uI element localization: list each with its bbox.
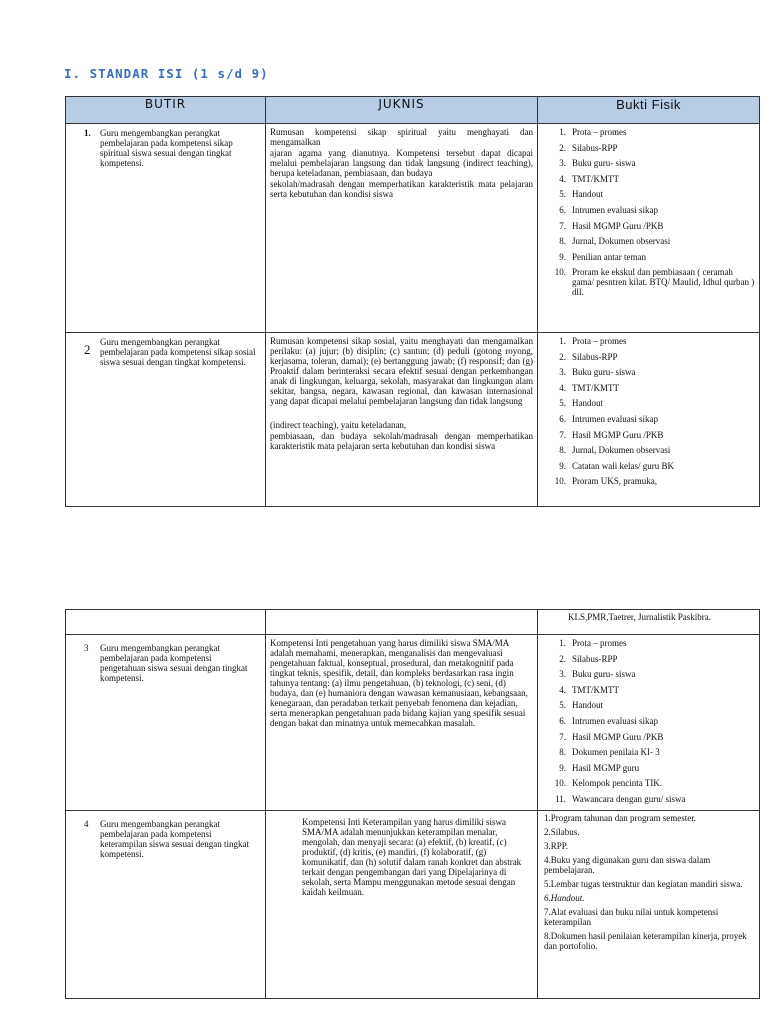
bukti-item-number: 9 . (546, 763, 566, 773)
juknis-cell (266, 333, 538, 507)
bukti-item-text: Jurnal, Dokumen observasi (572, 445, 671, 456)
bukti-item (554, 267, 755, 298)
juknis-cell (266, 124, 538, 333)
bukti-item-number: 3 . (546, 669, 566, 679)
bukti-item-number: 10 . (546, 267, 566, 277)
bukti-item (560, 336, 755, 346)
butir-text: Guru mengembangkan perangkat pembelajaran pada kompetensi pengetahuan siswa sesuai dengan tingkat kompetensi. (100, 643, 248, 683)
empty-cell (66, 610, 266, 635)
bukti-item-number: 9 . (546, 461, 566, 471)
butir-text: Guru mengembangkan perangkat pembelajaran pada kompetensi keterampilan siswa sesuai dengan tingkat kompetensi. (100, 818, 249, 859)
bukti-item-text: Hasil MGMP Guru /PKB (572, 429, 664, 440)
bukti-item: 1.Program tahunan dan program semester. (544, 812, 696, 823)
bukti-item-number: 3 . (546, 367, 566, 377)
bukti-continued-cell (538, 610, 760, 635)
juknis-paragraph: sekolah/madrasah dengan memperhatikan karakteristik mata pelajaran serta kebutuhan dan kondisi siswa (270, 179, 533, 199)
bukti-item (560, 205, 755, 215)
juknis-cell (266, 635, 538, 811)
bukti-item-text: Hasil MGMP guru (572, 762, 640, 773)
juknis-paragraph: (indirect teaching), yaitu keteladanan, (270, 420, 407, 430)
row-number: 2 (84, 342, 91, 357)
butir-text: Guru mengembangkan perangkat pembelajaran pada kompetensi sikap sosial siswa sesuai dengan tingkat kompetensi. (100, 337, 256, 367)
bukti-item-number: 5 . (546, 700, 566, 710)
bukti-item-number: 6 . (546, 205, 566, 215)
bukti-item-number: 1 . (546, 638, 566, 648)
bukti-item (560, 700, 755, 710)
bukti-item-number: 9 . (546, 252, 566, 262)
bukti-item: 6.Handout. (544, 892, 585, 903)
bukti-item-text: Intrumen evaluasi sikap (572, 204, 658, 215)
bukti-continued-text: KLS,PMR,Taetrer, Jurnalistik Paskibra. (568, 612, 711, 622)
bukti-item (560, 127, 755, 137)
bukti-item (560, 221, 755, 231)
bukti-item (560, 732, 755, 742)
table-row (66, 124, 760, 333)
bukti-item (560, 685, 755, 695)
header-juknis: JUKNIS (266, 97, 538, 124)
bukti-item-number: 2 . (546, 352, 566, 362)
bukti-item-text: TMT/KMTT (572, 684, 619, 695)
bukti-item-number: 8 . (546, 747, 566, 757)
bukti-list (538, 124, 759, 297)
bukti-item-number: 4 . (546, 685, 566, 695)
bukti-cell (538, 810, 760, 998)
bukti-item: 7.Alat evaluasi dan buku nilai untuk kompetensi keterampilan (544, 906, 719, 927)
bukti-item (560, 352, 755, 362)
bukti-item-text: Kelompok pencinta TIK. (572, 778, 663, 789)
bukti-item-text: Jurnal, Dokumen observasi (572, 236, 671, 247)
bukti-item-text: Buku guru- siswa (572, 669, 636, 680)
bukti-item-text: Handout (572, 398, 603, 409)
butir-cell (66, 333, 266, 507)
bukti-item (560, 654, 755, 664)
bukti-item-number: 6 . (546, 716, 566, 726)
bukti-item-number: 4 . (546, 383, 566, 393)
header-butir: BUTIR (66, 97, 266, 124)
section-title: I. STANDAR ISI (1 s/d 9) (64, 66, 269, 81)
bukti-item-text: Intrumen evaluasi sikap (572, 715, 658, 726)
bukti-item-text: TMT/KMTT (572, 382, 619, 393)
row-number: 4 (84, 818, 89, 829)
row-number: 1. (84, 128, 91, 138)
juknis-paragraph: Kompetensi Inti Keterampilan yang harus dimiliki siswa SMA/MA adalah menunjukkan keterampilan menalar, mengolah, dan menyaji secara: (a) efektif, (b) kreatif, (c) produktif, (d) kritis, (e) mandiri, (f) kolaboratif, (g) komunikatif, dan (h) solutif dalam ranah konkret dan abstrak terkait dengan pengembangan dari yang Dipelajarinya di sekolah, serta Mampu menggunakan metode sesuai dengan kaidah keilmuan. (302, 816, 522, 897)
bukti-item (560, 716, 755, 726)
bukti-item-number: 10 . (546, 778, 566, 788)
table-row (66, 333, 760, 507)
bukti-item (560, 367, 755, 377)
juknis-paragraph: ajaran agama yang dianutnya. Kompetensi tersebut dapat dicapai melalui pembelajaran langsung dan tidak langsung (indirect teaching), berupa keteladanan, pembiasaan, dan budaya (270, 148, 533, 178)
bukti-item-text: Dokumen penilaia KI- 3 (572, 747, 660, 758)
bukti-item (560, 430, 755, 440)
butir-text: Guru mengembangkan perangkat pembelajaran pada kompetensi sikap spiritual siswa sesuai dengan tingkat kompetensi. (100, 128, 233, 168)
bukti-list (538, 811, 759, 951)
bukti-item-text: Buku guru- siswa (572, 367, 636, 378)
bukti-item-text: Proram ke ekskul dan pembiasaan ( ceramah gama/ pesntren kilat. BTQ/ Maulid, Idhul qurban ) dll. (572, 267, 755, 298)
butir-cell (66, 635, 266, 811)
bukti-item-text: Intrumen evaluasi sikap (572, 413, 658, 424)
bukti-item (560, 638, 755, 648)
bukti-item-text: Prota – promes (572, 336, 627, 346)
bukti-item (560, 445, 755, 455)
bukti-item (560, 236, 755, 246)
bukti-item-text: Wawancara dengan guru/ siswa (572, 793, 686, 804)
bukti-cell (538, 333, 760, 507)
table-row (66, 810, 760, 998)
empty-cell (266, 610, 538, 635)
bukti-item-text: Penilian antar teman (572, 251, 646, 262)
bukti-item (560, 747, 755, 757)
row-number: 3 (84, 643, 89, 653)
juknis-paragraph: Rumusan kompetensi sikap spiritual yaitu menghayati dan mengamalkan (270, 127, 533, 147)
bukti-item-text: TMT/KMTT (572, 173, 619, 184)
bukti-item-number: 7 . (546, 732, 566, 742)
bukti-item-text: Silabus-RPP (572, 351, 618, 362)
bukti-item (560, 252, 755, 262)
bukti-item-number: 11 . (546, 794, 566, 804)
bukti-item (560, 669, 755, 679)
bukti-item (560, 763, 755, 773)
bukti-item (560, 414, 755, 424)
table-row (66, 610, 760, 635)
bukti-item-number: 7 . (546, 430, 566, 440)
bukti-item-number: 8 . (546, 236, 566, 246)
bukti-item-number: 1 . (546, 336, 566, 346)
table-row (66, 635, 760, 811)
bukti-item-text: Buku guru- siswa (572, 158, 636, 169)
bukti-item-text: Silabus-RPP (572, 653, 618, 664)
bukti-item: 2.Silabus. (544, 826, 580, 837)
juknis-paragraph: Kompetensi Inti pengetahuan yang harus dimiliki siswa SMA/MA adalah memahami, menerapkan, menganalisis dan mengevaluasi pengetahuan faktual, konseptual, prosedural, dan metakognitif pada tingkat teknis, spesifik, detail, dan kompleks berdasarkan rasa ingin tahunya tentang: (a) ilmu pengetahuan, (b) teknologi, (c) seni, (d) budaya, dan (e) humaniora dengan wawasan kemanusiaan, kebangsaan, kenegaraan, dan peradaban terkait penyebab fenomena dan kejadian, serta menerapkan pengetahuan pada bidang kajian yang spesifik sesuai dengan bakat dan minatnya untuk memecahkan masalah. (270, 638, 528, 728)
bukti-item-number: 8 . (546, 445, 566, 455)
bukti-item (560, 398, 755, 408)
bukti-item-text: Handout (572, 700, 603, 711)
bukti-item: 5.Lembar tugas terstruktur dan kegiatan mandiri siswa. (544, 878, 743, 889)
bukti-item (560, 174, 755, 184)
bukti-item (560, 158, 755, 168)
standar-isi-table-page2 (65, 609, 760, 999)
bukti-cell (538, 635, 760, 811)
bukti-item: 3.RPP. (544, 840, 569, 851)
bukti-item-number: 4 . (546, 174, 566, 184)
bukti-item-number: 2 . (546, 143, 566, 153)
bukti-item (560, 461, 755, 471)
bukti-cell (538, 124, 760, 333)
bukti-item-number: 10 . (546, 476, 566, 486)
bukti-item (560, 143, 755, 153)
bukti-item-number: 1 . (546, 127, 566, 137)
bukti-item-text: Prota – promes (572, 638, 627, 648)
bukti-item-number: 5 . (546, 189, 566, 199)
bukti-item (560, 189, 755, 199)
butir-cell (66, 124, 266, 333)
bukti-item-text: Prota – promes (572, 127, 627, 137)
bukti-list (538, 333, 759, 486)
bukti-item-text: Handout (572, 189, 603, 200)
juknis-paragraph: Rumusan kompetensi sikap sosial, yaitu menghayati dan mengamalkan perilaku: (a) jujur; (b) disiplin; (c) santun; (d) peduli (gotong royong, kerjasama, toleran, damai); (e) bertanggung jawab; (f) responsif; dan (g) Proaktif dalam berinteraksi secara efektif sesuai dengan perkembangan anak di lingkungan, keluarga, sekolah, masyarakat dan lingkungan alam sekitar, bangsa, negara, kawasan regional, dan kawasan internasional yang dapat dicapai melalui pembelajaran langsung dan tidak langsung (270, 336, 533, 406)
bukti-item-number: 6 . (546, 414, 566, 424)
bukti-item-text: Hasil MGMP Guru /PKB (572, 731, 664, 742)
header-bukti-fisik: Bukti Fisik (538, 97, 760, 124)
bukti-item-number: 5 . (546, 398, 566, 408)
bukti-item (560, 383, 755, 393)
juknis-paragraph: pembiasaan, dan budaya sekolah/madrasah dengan memperhatikan karakteristik mata pelajaran serta kebutuhan dan kondisi siswa (270, 431, 533, 451)
bukti-item-text: Catatan wali kelas/ guru BK (572, 460, 674, 471)
bukti-item-text: Proram UKS, pramuka, (572, 476, 657, 487)
juknis-cell (266, 810, 538, 998)
bukti-item: 8.Dokumen hasil penilaian keterampilan kinerja, proyek dan portofolio. (544, 930, 747, 951)
bukti-item (554, 476, 755, 487)
bukti-list (538, 635, 759, 804)
bukti-item-number: 3 . (546, 158, 566, 168)
bukti-item-number: 2 . (546, 654, 566, 664)
bukti-item (554, 778, 755, 789)
bukti-item (555, 793, 755, 804)
bukti-item-text: Silabus-RPP (572, 142, 618, 153)
bukti-item: 4.Buku yang digunakan guru dan siswa dalam pembelajaran. (544, 854, 711, 875)
bukti-item-number: 7 . (546, 221, 566, 231)
bukti-item-text: Hasil MGMP Guru /PKB (572, 220, 664, 231)
standar-isi-table-page1 (65, 96, 760, 507)
butir-cell (66, 810, 266, 998)
